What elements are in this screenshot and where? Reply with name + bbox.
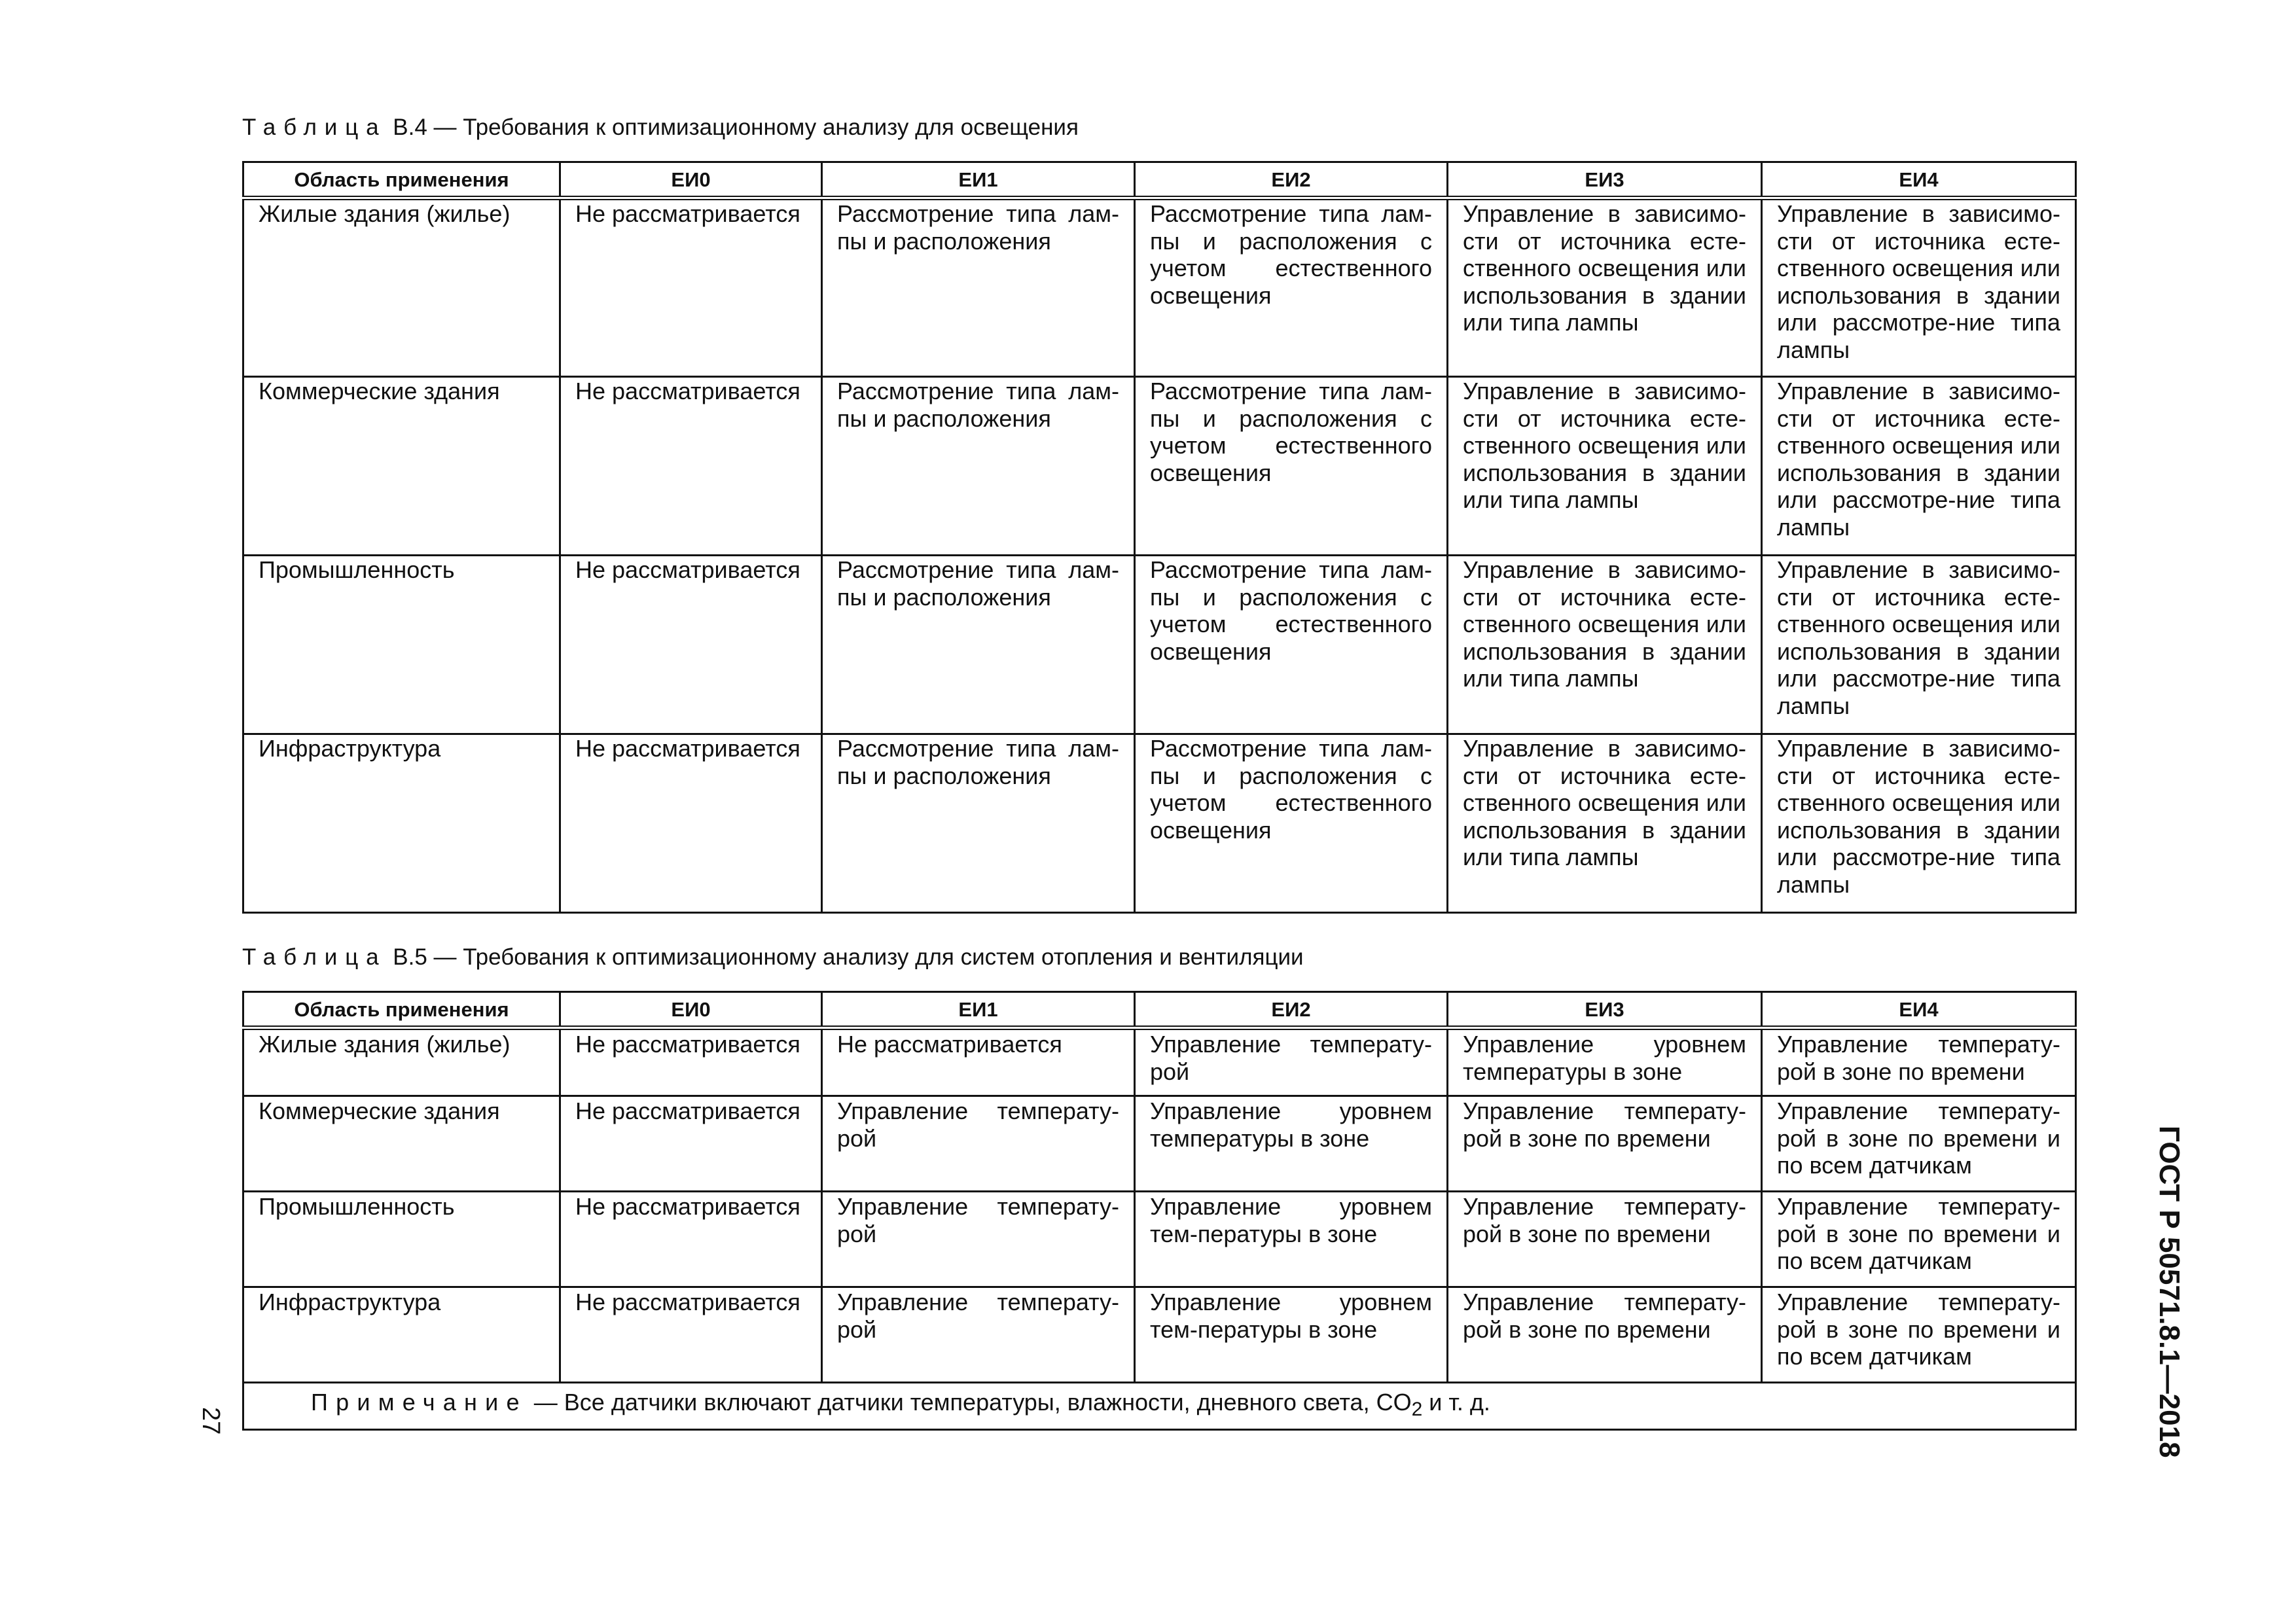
table-cell: Не рассматривается bbox=[560, 1287, 822, 1383]
table-cell: Не рассматривается bbox=[560, 556, 822, 734]
table-cell: Управление уровнем температуры в зоне bbox=[1135, 1096, 1448, 1192]
table-cell: Управление в зависимо-сти от источника есте-ственного освещения или использования в здании или рассмотре-ние типа лампы bbox=[1762, 734, 2076, 913]
table-cell: Не рассматривается bbox=[822, 1028, 1135, 1096]
table-cell: Управление в зависимо-сти от источника есте-ственного освещения или использования в здании или типа лампы bbox=[1448, 377, 1762, 556]
table-cell: Управление уровнем тем-пературы в зоне bbox=[1135, 1287, 1448, 1383]
note-subscript: 2 bbox=[1411, 1399, 1423, 1421]
note-text-end: и т. д. bbox=[1422, 1389, 1490, 1416]
table-cell: Рассмотрение типа лам-пы и расположения bbox=[822, 734, 1135, 913]
table-cell: Рассмотрение типа лам-пы и расположения с учетом естественного освещения bbox=[1135, 734, 1448, 913]
table-cell: Управление уровнем температуры в зоне bbox=[1448, 1028, 1762, 1096]
table-b4-header-ei0: ЕИ0 bbox=[560, 162, 822, 198]
table-cell: Управление в зависимо-сти от источника есте-ственного освещения или использования в здании или типа лампы bbox=[1448, 556, 1762, 734]
table-row bbox=[243, 1028, 2076, 1096]
table-cell: Инфраструктура bbox=[243, 1287, 560, 1383]
table-b5-note bbox=[243, 1383, 2076, 1430]
table-cell: Не рассматривается bbox=[560, 734, 822, 913]
table-b5-header-row bbox=[243, 992, 2076, 1028]
table-cell: Управление в зависимо-сти от источника есте-ственного освещения или использования в здании или типа лампы bbox=[1448, 198, 1762, 377]
table-cell: Управление температу-рой в зоне по времени bbox=[1448, 1096, 1762, 1192]
table-cell: Рассмотрение типа лам-пы и расположения bbox=[822, 198, 1135, 377]
table-row bbox=[243, 734, 2076, 913]
table-cell: Не рассматривается bbox=[560, 1096, 822, 1192]
table-row bbox=[243, 1096, 2076, 1192]
table-cell: Инфраструктура bbox=[243, 734, 560, 913]
table-b5-header-ei1: ЕИ1 bbox=[822, 992, 1135, 1028]
table-cell: Коммерческие здания bbox=[243, 377, 560, 556]
table-cell: Рассмотрение типа лам-пы и расположения bbox=[822, 377, 1135, 556]
table-row bbox=[243, 377, 2076, 556]
table-b5-header-ei0: ЕИ0 bbox=[560, 992, 822, 1028]
table-b4-header-area: Область применения bbox=[243, 162, 560, 198]
table-cell: Управление температу-рой в зоне по времени bbox=[1762, 1028, 2076, 1096]
table-row bbox=[243, 1287, 2076, 1383]
table-cell: Не рассматривается bbox=[560, 1028, 822, 1096]
table-b5 bbox=[242, 991, 2077, 1431]
page-number: 27 bbox=[197, 1407, 224, 1435]
table-cell: Не рассматривается bbox=[560, 377, 822, 556]
table-b4-caption bbox=[242, 115, 1079, 141]
table-b4-header-ei3: ЕИ3 bbox=[1448, 162, 1762, 198]
table-cell: Рассмотрение типа лам-пы и расположения bbox=[822, 556, 1135, 734]
table-cell: Управление температу-рой в зоне по времени bbox=[1448, 1192, 1762, 1287]
table-cell: Жилые здания (жилье) bbox=[243, 198, 560, 377]
table-row bbox=[243, 198, 2076, 377]
table-cell: Коммерческие здания bbox=[243, 1096, 560, 1192]
table-b5-header-area: Область применения bbox=[243, 992, 560, 1028]
table-cell: Рассмотрение типа лам-пы и расположения с учетом естественного освещения bbox=[1135, 377, 1448, 556]
table-b4-caption-label: Таблица bbox=[242, 115, 387, 140]
table-cell: Управление температу-рой bbox=[822, 1096, 1135, 1192]
table-b5-header-ei4: ЕИ4 bbox=[1762, 992, 2076, 1028]
table-cell: Управление в зависимо-сти от источника есте-ственного освещения или использования в здании или рассмотре-ние типа лампы bbox=[1762, 556, 2076, 734]
table-cell: Управление в зависимо-сти от источника есте-ственного освещения или использования в здании или рассмотре-ние типа лампы bbox=[1762, 198, 2076, 377]
table-cell: Жилые здания (жилье) bbox=[243, 1028, 560, 1096]
table-cell: Управление температу-рой bbox=[1135, 1028, 1448, 1096]
table-b4 bbox=[242, 161, 2077, 914]
table-cell: Управление в зависимо-сти от источника есте-ственного освещения или использования в здании или рассмотре-ние типа лампы bbox=[1762, 377, 2076, 556]
table-b5-caption-text: В.5 — Требования к оптимизационному анализу для систем отопления и вентиляции bbox=[386, 944, 1304, 970]
table-b4-header-row bbox=[243, 162, 2076, 198]
table-b4-header-ei2: ЕИ2 bbox=[1135, 162, 1448, 198]
document-code-label: ГОСТ Р 50571.8.1—2018 bbox=[2153, 1126, 2185, 1458]
table-b5-header-ei3: ЕИ3 bbox=[1448, 992, 1762, 1028]
table-cell: Промышленность bbox=[243, 1192, 560, 1287]
table-cell: Управление температу-рой bbox=[822, 1287, 1135, 1383]
note-label: Примечание bbox=[311, 1389, 528, 1416]
table-b5-caption-label: Таблица bbox=[242, 944, 387, 970]
table-cell: Управление в зависимо-сти от источника есте-ственного освещения или использования в здании или типа лампы bbox=[1448, 734, 1762, 913]
note-text: — Все датчики включают датчики температуры, влажности, дневного света, CO bbox=[527, 1389, 1412, 1416]
table-cell: Не рассматривается bbox=[560, 198, 822, 377]
table-cell: Рассмотрение типа лам-пы и расположения с учетом естественного освещения bbox=[1135, 556, 1448, 734]
table-cell: Управление температу-рой bbox=[822, 1192, 1135, 1287]
table-b5-caption bbox=[242, 944, 1304, 971]
table-cell: Управление температу-рой в зоне по времени и по всем датчикам bbox=[1762, 1192, 2076, 1287]
table-b4-caption-text: В.4 — Требования к оптимизационному анализу для освещения bbox=[386, 115, 1079, 140]
table-cell: Промышленность bbox=[243, 556, 560, 734]
table-b4-header-ei4: ЕИ4 bbox=[1762, 162, 2076, 198]
table-cell: Управление уровнем тем-пературы в зоне bbox=[1135, 1192, 1448, 1287]
table-cell: Управление температу-рой в зоне по времени bbox=[1448, 1287, 1762, 1383]
table-b5-note-row bbox=[243, 1383, 2076, 1430]
table-cell: Не рассматривается bbox=[560, 1192, 822, 1287]
table-b5-header-ei2: ЕИ2 bbox=[1135, 992, 1448, 1028]
table-cell: Управление температу-рой в зоне по времени и по всем датчикам bbox=[1762, 1096, 2076, 1192]
table-row bbox=[243, 1192, 2076, 1287]
table-cell: Управление температу-рой в зоне по времени и по всем датчикам bbox=[1762, 1287, 2076, 1383]
table-cell: Рассмотрение типа лам-пы и расположения с учетом естественного освещения bbox=[1135, 198, 1448, 377]
table-row bbox=[243, 556, 2076, 734]
table-b4-header-ei1: ЕИ1 bbox=[822, 162, 1135, 198]
